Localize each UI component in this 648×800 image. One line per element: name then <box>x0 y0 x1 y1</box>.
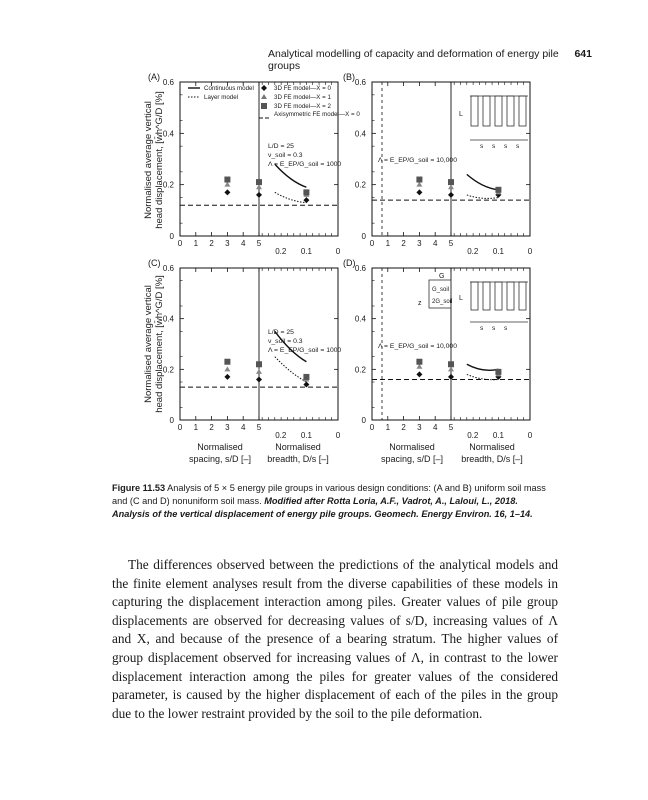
x-tick-label-spacing: 4 <box>240 239 246 248</box>
annotation-line: ν_soil = 0.3 <box>268 152 303 159</box>
page-number: 641 <box>574 48 592 60</box>
x-tick-label-spacing: 4 <box>240 423 246 432</box>
legend-triangle-marker <box>261 94 267 99</box>
schematic-b-s4: s <box>516 143 520 150</box>
x-tick-label-breadth: 0 <box>527 247 533 256</box>
ylabel-line2-b: head displacement, [w̄h^G/D [%] <box>154 275 165 413</box>
marker-x1 <box>256 369 262 374</box>
y-tick-label: 0.6 <box>354 78 366 87</box>
annotation-lambda: Λ = E_EP/G_soil = 10,000 <box>378 157 457 164</box>
marker-x0 <box>256 192 262 198</box>
x-tick-label-spacing: 2 <box>401 423 406 432</box>
schematic-d-pile-5 <box>519 282 526 310</box>
x-tick-label-breadth: 0 <box>335 431 341 440</box>
x-tick-label-spacing: 1 <box>385 423 391 432</box>
x-tick-label-spacing: 5 <box>448 423 454 432</box>
x-tick-label-breadth: 0.1 <box>300 247 312 256</box>
x-tick-label-spacing: 2 <box>401 239 406 248</box>
y-tick-label: 0.4 <box>162 129 174 139</box>
x-tick-label-breadth: 0.1 <box>300 431 312 440</box>
pile-schematic-uniform <box>459 96 528 150</box>
y-tick-label: 0.6 <box>162 78 174 87</box>
xtitle-breadth-left-1: Normalised <box>275 442 321 452</box>
series-layer <box>467 374 499 379</box>
schematic-d-2gsoil: 2G_soil <box>432 299 453 305</box>
y-tick-label: 0 <box>361 232 366 241</box>
y-tick-label: 0.6 <box>162 264 174 273</box>
marker-x1 <box>224 366 230 371</box>
y-tick-label: 0.4 <box>354 129 366 139</box>
legend-x0: 3D FE model—X = 0 <box>274 85 331 92</box>
marker-x0 <box>416 189 422 195</box>
running-title: Analytical modelling of capacity and deformation of energy pile groups <box>268 48 559 72</box>
panel-label-A: (A) <box>148 72 160 82</box>
y-tick-label: 0 <box>361 416 366 425</box>
x-tick-label-spacing: 5 <box>256 239 262 248</box>
x-tick-label-spacing: 0 <box>369 423 375 432</box>
legend <box>188 85 360 118</box>
schematic-d-gsoil: G_soil <box>432 287 450 293</box>
caption-text: Analysis of 5 × 5 energy pile groups in various design conditions: (A and B) uniform soil mass and (C and D) nonuniform soil mass. <box>112 483 546 506</box>
schematic-b-pile-4 <box>507 96 514 126</box>
x-tick-label-spacing: 2 <box>209 423 214 432</box>
y-tick-label: 0.2 <box>162 365 174 375</box>
marker-x2 <box>256 179 262 185</box>
annotation-line: Λ = E_EP/G_soil = 1000 <box>268 161 342 168</box>
schematic-b-pile-2 <box>483 96 490 126</box>
x-tick-label-spacing: 2 <box>209 239 214 248</box>
legend-x1: 3D FE model—X = 1 <box>274 94 331 101</box>
annotation-lambda: Λ = E_EP/G_soil = 10,000 <box>378 343 457 350</box>
x-tick-label-spacing: 5 <box>256 423 262 432</box>
x-tick-label-spacing: 3 <box>225 239 230 248</box>
xtitle-spacing-left-2: spacing, s/D [–] <box>188 454 252 464</box>
marker-x0 <box>224 189 230 195</box>
pile-schematic-nonuniform <box>418 273 528 332</box>
annotation-line: ν_soil = 0.3 <box>268 338 303 345</box>
y-axis-title-top <box>143 91 165 229</box>
marker-x0 <box>256 376 262 382</box>
marker-x2 <box>303 374 309 380</box>
marker-x2 <box>224 359 230 365</box>
marker-x2 <box>495 187 501 193</box>
marker-x2 <box>448 361 454 367</box>
series-layer <box>275 192 307 202</box>
marker-x2 <box>495 369 501 375</box>
y-tick-label: 0.2 <box>162 180 174 190</box>
series-continuous <box>467 364 499 370</box>
x-tick-label-spacing: 4 <box>432 423 438 432</box>
schematic-d-z: z <box>418 300 422 307</box>
x-tick-label-spacing: 3 <box>417 423 422 432</box>
legend-axisym: Axisymmetric FE model—X = 0 <box>274 111 360 118</box>
panel-label-D: (D) <box>343 258 356 268</box>
xtitle-spacing-left-1: Normalised <box>197 442 243 452</box>
marker-x2 <box>416 359 422 365</box>
panel-label-B: (B) <box>343 72 355 82</box>
schematic-d-s3: s <box>504 325 508 332</box>
x-tick-label-breadth: 0.2 <box>275 247 287 256</box>
figure-label: Figure 11.53 <box>112 483 166 493</box>
legend-continuous: Continuous model <box>204 85 254 92</box>
schematic-d-s2: s <box>492 325 496 332</box>
schematic-d-L: L <box>459 295 463 302</box>
figure-caption <box>112 482 556 521</box>
caption-source: Modified after Rotta Loria, A.F., Vadrot, A., Laloui, L., 2018. Analysis of the vertical displacement of energy pile groups. Geomech. Energy Environ. 16, 1–14. <box>112 496 533 519</box>
schematic-d-s1: s <box>480 325 484 332</box>
schematic-d-pile-2 <box>483 282 490 310</box>
marker-x2 <box>448 179 454 185</box>
x-tick-label-breadth: 0.1 <box>492 247 504 256</box>
x-tick-label-spacing: 3 <box>225 423 230 432</box>
x-tick-label-breadth: 0.1 <box>492 431 504 440</box>
schematic-b-pile-3 <box>495 96 502 126</box>
ylabel-line1: Normalised average vertical <box>143 101 154 219</box>
y-tick-label: 0 <box>169 416 174 425</box>
marker-x2 <box>303 189 309 195</box>
panel-B <box>343 72 533 256</box>
y-tick-label: 0.6 <box>354 264 366 273</box>
schematic-b-s2: s <box>492 143 496 150</box>
body-paragraph: The differences observed between the predictions of the analytical models and the finite element analyses result from the diverse capabilities of these models in capturing the displacement interaction among piles. Greater values of pile group displacements are observed for decreasing values of s/D, increasing values of Λ and X, and because of the presence of a bearing stratum. The higher values of group displacement observed for increasing values of Λ, in contrast to the lower displacement interaction among the piles for greater values of the considered parameter, is caused by the higher displacement of each of the piles in the group due to the lower restraint provided by the soil to the pile deformation. <box>112 557 558 721</box>
legend-square-marker <box>261 103 267 109</box>
x-tick-label-spacing: 5 <box>448 239 454 248</box>
schematic-b-s3: s <box>504 143 508 150</box>
schematic-d-pile-3 <box>495 282 502 310</box>
marker-x0 <box>448 192 454 198</box>
marker-x0 <box>224 374 230 380</box>
annotation-line: L/D = 25 <box>268 329 294 336</box>
schematic-b-s1: s <box>480 143 484 150</box>
y-tick-label: 0.4 <box>354 314 366 324</box>
xtitle-breadth-left-2: breadth, D/s [–] <box>267 454 329 464</box>
chart-panels <box>148 72 533 440</box>
body-text <box>112 556 558 723</box>
series-layer <box>467 195 499 198</box>
x-axis-titles <box>189 442 523 464</box>
panel-D <box>343 258 533 440</box>
xtitle-spacing-right-2: spacing, s/D [–] <box>380 454 444 464</box>
x-tick-label-breadth: 0.2 <box>275 431 287 440</box>
y-tick-label: 0.2 <box>354 365 366 375</box>
x-tick-label-spacing: 3 <box>417 239 422 248</box>
marker-x2 <box>416 177 422 183</box>
panel-label-C: (C) <box>148 258 161 268</box>
x-tick-label-breadth: 0.2 <box>467 247 479 256</box>
series-continuous <box>467 174 499 189</box>
schematic-b-L: L <box>459 111 463 118</box>
xtitle-breadth-right-2: breadth, D/s [–] <box>461 454 523 464</box>
y-tick-label: 0 <box>169 232 174 241</box>
x-tick-label-spacing: 4 <box>432 239 438 248</box>
y-tick-label: 0.4 <box>162 314 174 324</box>
panel-C <box>148 258 342 440</box>
schematic-d-pile-1 <box>471 282 478 310</box>
x-tick-label-spacing: 1 <box>385 239 391 248</box>
x-tick-label-breadth: 0 <box>527 431 533 440</box>
annotation-line: Λ = E_EP/G_soil = 1000 <box>268 347 342 354</box>
xtitle-breadth-right-1: Normalised <box>469 442 515 452</box>
xtitle-spacing-right-1: Normalised <box>389 442 435 452</box>
x-tick-label-breadth: 0 <box>335 247 341 256</box>
y-tick-label: 0.2 <box>354 180 366 190</box>
y-axis-title-bottom <box>143 275 165 413</box>
schematic-d-pile-4 <box>507 282 514 310</box>
annotation-line: L/D = 25 <box>268 143 294 150</box>
schematic-b-pile-1 <box>471 96 478 126</box>
schematic-b-pile-5 <box>519 96 526 126</box>
ylabel-line2: head displacement, [w̄h^G/D [%] <box>154 91 165 229</box>
marker-x2 <box>224 177 230 183</box>
marker-x0 <box>416 371 422 377</box>
x-tick-label-spacing: 1 <box>193 239 199 248</box>
legend-layer: Layer model <box>204 94 239 101</box>
x-tick-label-spacing: 0 <box>177 423 183 432</box>
ylabel-line1-b: Normalised average vertical <box>143 285 154 403</box>
x-tick-label-spacing: 0 <box>177 239 183 248</box>
series-layer <box>275 357 307 382</box>
x-tick-label-breadth: 0.2 <box>467 431 479 440</box>
schematic-d-G: G <box>439 273 445 280</box>
x-tick-label-spacing: 0 <box>369 239 375 248</box>
legend-diamond-marker <box>261 85 267 91</box>
marker-x2 <box>256 361 262 367</box>
x-tick-label-spacing: 1 <box>193 423 199 432</box>
legend-x2: 3D FE model—X = 2 <box>274 103 331 110</box>
